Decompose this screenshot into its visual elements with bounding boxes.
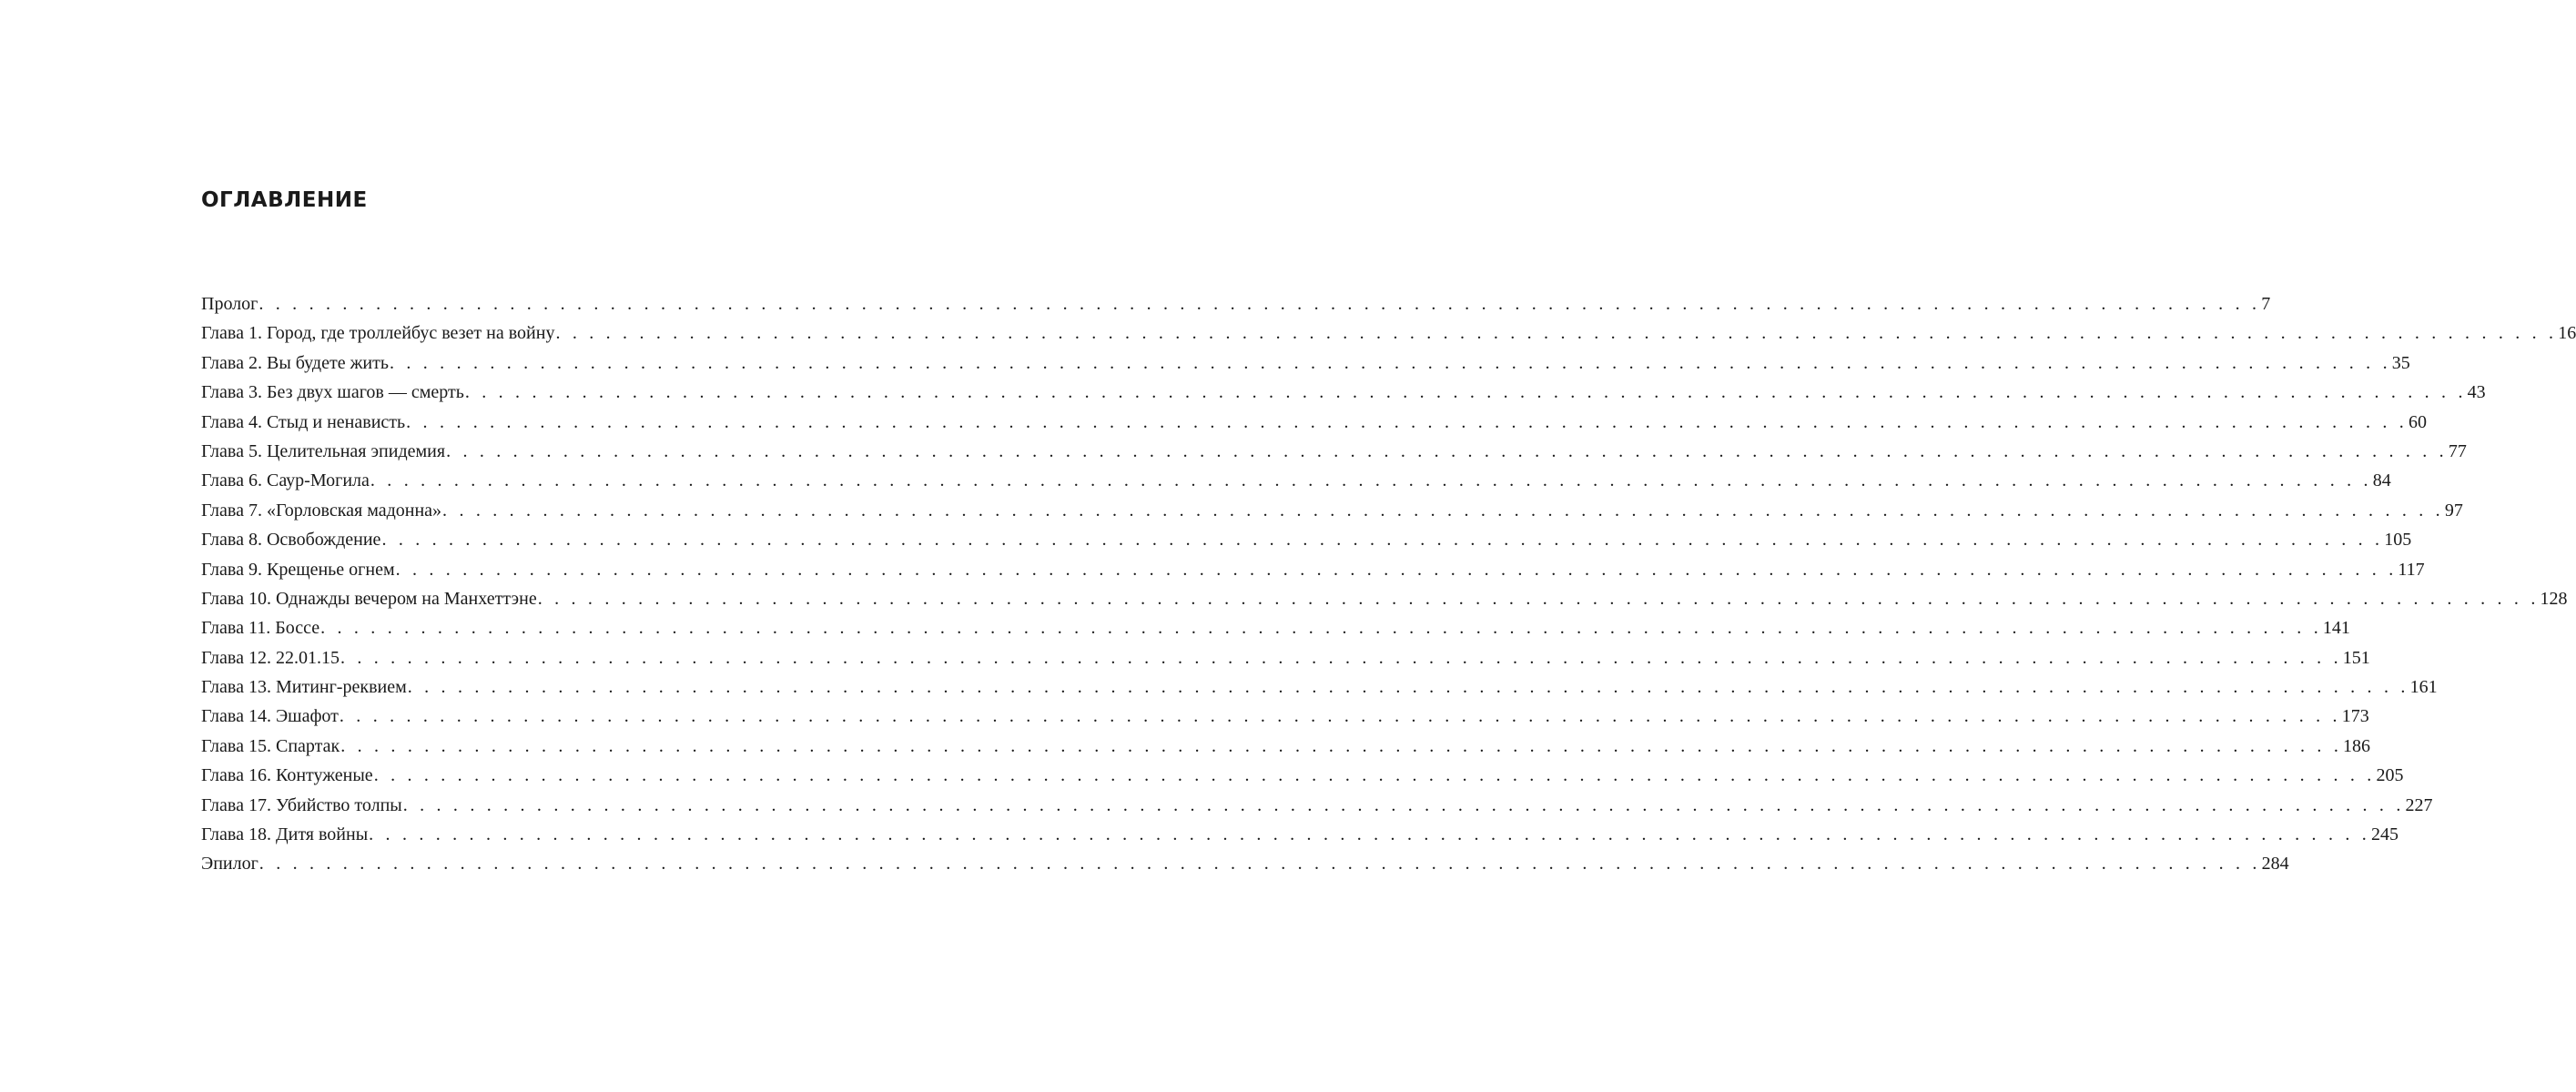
dot-leader: . . . . . . . . . . . . . . . . . . . . . . . . . . . . . . . . . . . . . . . . . . . . . . . . . . . . . . . . . . . . . . . . . . . . . . . . . . . . . . . . . . . . . . . . . . . . . . . . . . . . . . . . . . . . . . . . . . . . . . . . — [259, 294, 2261, 314]
dot-leader: . . . . . . . . . . . . . . . . . . . . . . . . . . . . . . . . . . . . . . . . . . . . . . . . . . . . . . . . . . . . . . . . . . . . . . . . . . . . . . . . . . . . . . . . . . . . . . . . . . . . . . . . . . . . . . . . . . . . . . . . — [369, 824, 2370, 845]
toc-entry-page-number: 16 — [2558, 323, 2576, 344]
toc-entry-title: Пролог — [201, 294, 259, 314]
dot-leader: . . . . . . . . . . . . . . . . . . . . . . . . . . . . . . . . . . . . . . . . . . . . . . . . . . . . . . . . . . . . . . . . . . . . . . . . . . . . . . . . . . . . . . . . . . . . . . . . . . . . . . . . . . . . . . . . . . . . . . . . — [381, 530, 2384, 551]
toc-entry-title: Глава 9. Крещенье огнем — [201, 559, 395, 580]
toc-entry — [201, 378, 2486, 407]
dot-leader: . . . . . . . . . . . . . . . . . . . . . . . . . . . . . . . . . . . . . . . . . . . . . . . . . . . . . . . . . . . . . . . . . . . . . . . . . . . . . . . . . . . . . . . . . . . . . . . . . . . . . . . . . . . . . . . . . . . . . . . . — [389, 352, 2391, 373]
toc-entry — [201, 761, 2404, 790]
toc-entry-title: Глава 8. Освобождение — [201, 530, 381, 551]
toc-entry-page-number: 97 — [2444, 500, 2463, 521]
dot-leader: . . . . . . . . . . . . . . . . . . . . . . . . . . . . . . . . . . . . . . . . . . . . . . . . . . . . . . . . . . . . . . . . . . . . . . . . . . . . . . . . . . . . . . . . . . . . . . . . . . . . . . . . . . . . . . . . . . . . . . . . — [340, 647, 2342, 668]
dot-leader: . . . . . . . . . . . . . . . . . . . . . . . . . . . . . . . . . . . . . . . . . . . . . . . . . . . . . . . . . . . . . . . . . . . . . . . . . . . . . . . . . . . . . . . . . . . . . . . . . . . . . . . . . . . . . . . . . . . . . . . . — [320, 618, 2322, 639]
toc-entry-page-number: 128 — [2540, 588, 2568, 609]
dot-leader: . . . . . . . . . . . . . . . . . . . . . . . . . . . . . . . . . . . . . . . . . . . . . . . . . . . . . . . . . . . . . . . . . . . . . . . . . . . . . . . . . . . . . . . . . . . . . . . . . . . . . . . . . . . . . . . . . . . . . . . . — [402, 794, 2405, 815]
toc-entry-title: Глава 7. «Горловская мадонна» — [201, 500, 442, 521]
toc-entry-title: Глава 18. Дитя войны — [201, 824, 369, 845]
toc-entry — [201, 525, 2412, 554]
dot-leader: . . . . . . . . . . . . . . . . . . . . . . . . . . . . . . . . . . . . . . . . . . . . . . . . . . . . . . . . . . . . . . . . . . . . . . . . . . . . . . . . . . . . . . . . . . . . . . . . . . . . . . . . . . . . . . . . . . . . . . . . — [339, 706, 2341, 727]
toc-entry-title: Глава 1. Город, где троллейбус везет на войну — [201, 323, 555, 344]
toc-entry-page-number: 7 — [2261, 294, 2271, 314]
toc-entry-page-number: 284 — [2261, 854, 2289, 875]
dot-leader: . . . . . . . . . . . . . . . . . . . . . . . . . . . . . . . . . . . . . . . . . . . . . . . . . . . . . . . . . . . . . . . . . . . . . . . . . . . . . . . . . . . . . . . . . . . . . . . . . . . . . . . . . . . . . . . . . . . . . . . . — [555, 323, 2558, 344]
toc-entry — [201, 349, 2410, 378]
toc-entry-title: Глава 6. Саур-Могила — [201, 470, 370, 491]
dot-leader: . . . . . . . . . . . . . . . . . . . . . . . . . . . . . . . . . . . . . . . . . . . . . . . . . . . . . . . . . . . . . . . . . . . . . . . . . . . . . . . . . . . . . . . . . . . . . . . . . . . . . . . . . . . . . . . . . . . . . . . . — [464, 382, 2467, 403]
toc-entry — [201, 791, 2433, 820]
toc-entry — [201, 643, 2370, 672]
toc-entry-title: Глава 4. Стыд и ненависть — [201, 411, 406, 432]
toc-entry — [201, 702, 2369, 731]
toc-entry-title: Глава 16. Контуженые — [201, 765, 373, 786]
toc-entry-title: Глава 15. Спартак — [201, 735, 340, 756]
toc-entry-page-number: 186 — [2343, 735, 2371, 756]
toc-entry-title: Глава 12. 22.01.15 — [201, 647, 340, 668]
dot-leader: . . . . . . . . . . . . . . . . . . . . . . . . . . . . . . . . . . . . . . . . . . . . . . . . . . . . . . . . . . . . . . . . . . . . . . . . . . . . . . . . . . . . . . . . . . . . . . . . . . . . . . . . . . . . . . . . . . . . . . . . — [395, 559, 2398, 580]
toc-entry — [201, 820, 2399, 849]
dot-leader: . . . . . . . . . . . . . . . . . . . . . . . . . . . . . . . . . . . . . . . . . . . . . . . . . . . . . . . . . . . . . . . . . . . . . . . . . . . . . . . . . . . . . . . . . . . . . . . . . . . . . . . . . . . . . . . . . . . . . . . . — [373, 765, 2376, 786]
toc-entry — [201, 496, 2463, 525]
dot-leader: . . . . . . . . . . . . . . . . . . . . . . . . . . . . . . . . . . . . . . . . . . . . . . . . . . . . . . . . . . . . . . . . . . . . . . . . . . . . . . . . . . . . . . . . . . . . . . . . . . . . . . . . . . . . . . . . . . . . . . . . — [259, 854, 2261, 875]
toc-entry — [201, 318, 2576, 348]
toc-entry-page-number: 151 — [2342, 647, 2370, 668]
toc-entry-page-number: 141 — [2322, 618, 2350, 639]
toc-entry — [201, 672, 2438, 702]
dot-leader: . . . . . . . . . . . . . . . . . . . . . . . . . . . . . . . . . . . . . . . . . . . . . . . . . . . . . . . . . . . . . . . . . . . . . . . . . . . . . . . . . . . . . . . . . . . . . . . . . . . . . . . . . . . . . . . . . . . . . . . . — [446, 440, 2448, 461]
toc-entry-page-number: 77 — [2448, 440, 2467, 461]
toc-entry-page-number: 105 — [2384, 530, 2412, 551]
toc-entry-page-number: 227 — [2405, 794, 2433, 815]
toc-entry-title: Эпилог — [201, 854, 259, 875]
dot-leader: . . . . . . . . . . . . . . . . . . . . . . . . . . . . . . . . . . . . . . . . . . . . . . . . . . . . . . . . . . . . . . . . . . . . . . . . . . . . . . . . . . . . . . . . . . . . . . . . . . . . . . . . . . . . . . . . . . . . . . . . — [442, 500, 2444, 521]
toc-entry-title: Глава 13. Митинг-реквием — [201, 677, 407, 698]
toc-entry-page-number: 245 — [2370, 824, 2399, 845]
toc-list — [201, 289, 2576, 879]
toc-entry — [201, 437, 2467, 466]
toc-entry — [201, 466, 2391, 495]
toc-entry-page-number: 84 — [2372, 470, 2391, 491]
toc-entry-page-number: 205 — [2376, 765, 2404, 786]
toc-entry-page-number: 60 — [2408, 411, 2427, 432]
toc-entry-title: Глава 2. Вы будете жить — [201, 352, 389, 373]
dot-leader: . . . . . . . . . . . . . . . . . . . . . . . . . . . . . . . . . . . . . . . . . . . . . . . . . . . . . . . . . . . . . . . . . . . . . . . . . . . . . . . . . . . . . . . . . . . . . . . . . . . . . . . . . . . . . . . . . . . . . . . . — [537, 588, 2540, 609]
toc-entry-page-number: 43 — [2467, 382, 2486, 403]
toc-entry-title: Глава 5. Целительная эпидемия — [201, 440, 446, 461]
toc-entry-title: Глава 14. Эшафот — [201, 706, 339, 727]
toc-entry-title: Глава 11. Боссе — [201, 618, 320, 639]
dot-leader: . . . . . . . . . . . . . . . . . . . . . . . . . . . . . . . . . . . . . . . . . . . . . . . . . . . . . . . . . . . . . . . . . . . . . . . . . . . . . . . . . . . . . . . . . . . . . . . . . . . . . . . . . . . . . . . . . . . . . . . . — [406, 411, 2408, 432]
toc-entry — [201, 613, 2350, 642]
toc-entry — [201, 732, 2371, 761]
toc-entry-page-number: 35 — [2391, 352, 2410, 373]
toc-entry-title: Глава 17. Убийство толпы — [201, 794, 402, 815]
toc-entry-page-number: 117 — [2398, 559, 2425, 580]
toc-entry — [201, 849, 2289, 878]
toc-entry-page-number: 161 — [2409, 677, 2438, 698]
toc-entry-title: Глава 10. Однажды вечером на Манхеттэне — [201, 588, 537, 609]
toc-entry-page-number: 173 — [2341, 706, 2369, 727]
toc-entry — [201, 555, 2425, 584]
toc-entry — [201, 289, 2271, 318]
dot-leader: . . . . . . . . . . . . . . . . . . . . . . . . . . . . . . . . . . . . . . . . . . . . . . . . . . . . . . . . . . . . . . . . . . . . . . . . . . . . . . . . . . . . . . . . . . . . . . . . . . . . . . . . . . . . . . . . . . . . . . . . — [407, 677, 2409, 698]
toc-entry-title: Глава 3. Без двух шагов — смерть — [201, 382, 464, 403]
dot-leader: . . . . . . . . . . . . . . . . . . . . . . . . . . . . . . . . . . . . . . . . . . . . . . . . . . . . . . . . . . . . . . . . . . . . . . . . . . . . . . . . . . . . . . . . . . . . . . . . . . . . . . . . . . . . . . . . . . . . . . . . — [370, 470, 2372, 491]
toc-entry — [201, 408, 2427, 437]
dot-leader: . . . . . . . . . . . . . . . . . . . . . . . . . . . . . . . . . . . . . . . . . . . . . . . . . . . . . . . . . . . . . . . . . . . . . . . . . . . . . . . . . . . . . . . . . . . . . . . . . . . . . . . . . . . . . . . . . . . . . . . . — [340, 735, 2343, 756]
toc-title: ОГЛАВЛЕНИЕ — [201, 188, 368, 212]
toc-entry — [201, 584, 2568, 613]
